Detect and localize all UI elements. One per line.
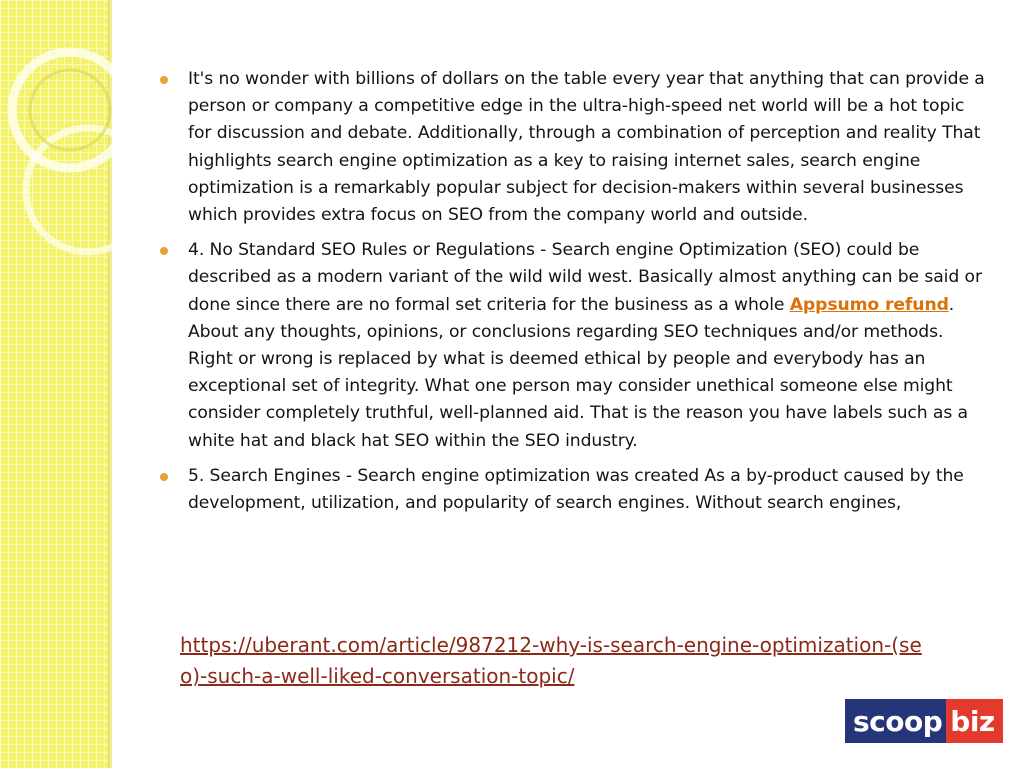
bullet-text-before-link: 4. No Standard SEO Rules or Regulations - Search engine Optimization (SEO) could be described as a modern variant of the wild wild west. Basically almost anything can be said or done since there are no formal set criteria for the business as a whole (188, 240, 982, 315)
bullet-dot-icon (160, 247, 168, 255)
bullet-item (160, 66, 990, 229)
slide-content (160, 66, 990, 525)
bullet-dot-icon (160, 76, 168, 84)
bullet-item (160, 463, 990, 517)
appsumo-refund-link[interactable]: Appsumo refund (789, 294, 949, 315)
decorative-rings (0, 0, 140, 300)
logo-part-scoop: scoop (845, 699, 946, 743)
bullet-text: It's no wonder with billions of dollars on the table every year that anything that can provide a person or company a competitive edge in the ultra-high-speed net world will be a hot topic for discussion and debate. Additionally, through a combination of perception and reality That highlights search engine optimization as a key to raising internet sales, search engine optimization is a remarkably popular subject for decision-makers within several businesses which provides extra focus on SEO from the company world and outside. (188, 69, 985, 226)
source-url-link[interactable]: https://uberant.com/article/987212-why-is-search-engine-optimization-(seo)-such-a-well-liked-conversation-topic/ (180, 633, 922, 688)
bullet-text-after-link: . About any thoughts, opinions, or conclusions regarding SEO techniques and/or methods. Right or wrong is replaced by what is deemed ethical by people and everybody has an exceptional set of integrity. What one person may consider unethical someone else might consider completely truthful, well-planned aid. That is the reason you have labels such as a white hat and black hat SEO within the SEO industry. (188, 294, 968, 451)
bullet-item (160, 237, 990, 455)
bullet-list (160, 66, 990, 517)
scoopbiz-logo[interactable] (845, 699, 999, 743)
ring-inner (30, 70, 110, 150)
bullet-dot-icon (160, 473, 168, 481)
logo-part-biz: biz (946, 699, 1002, 743)
bullet-text: 5. Search Engines - Search engine optimization was created As a by-product caused by the development, utilization, and popularity of search engines. Without search engines, (188, 465, 964, 514)
